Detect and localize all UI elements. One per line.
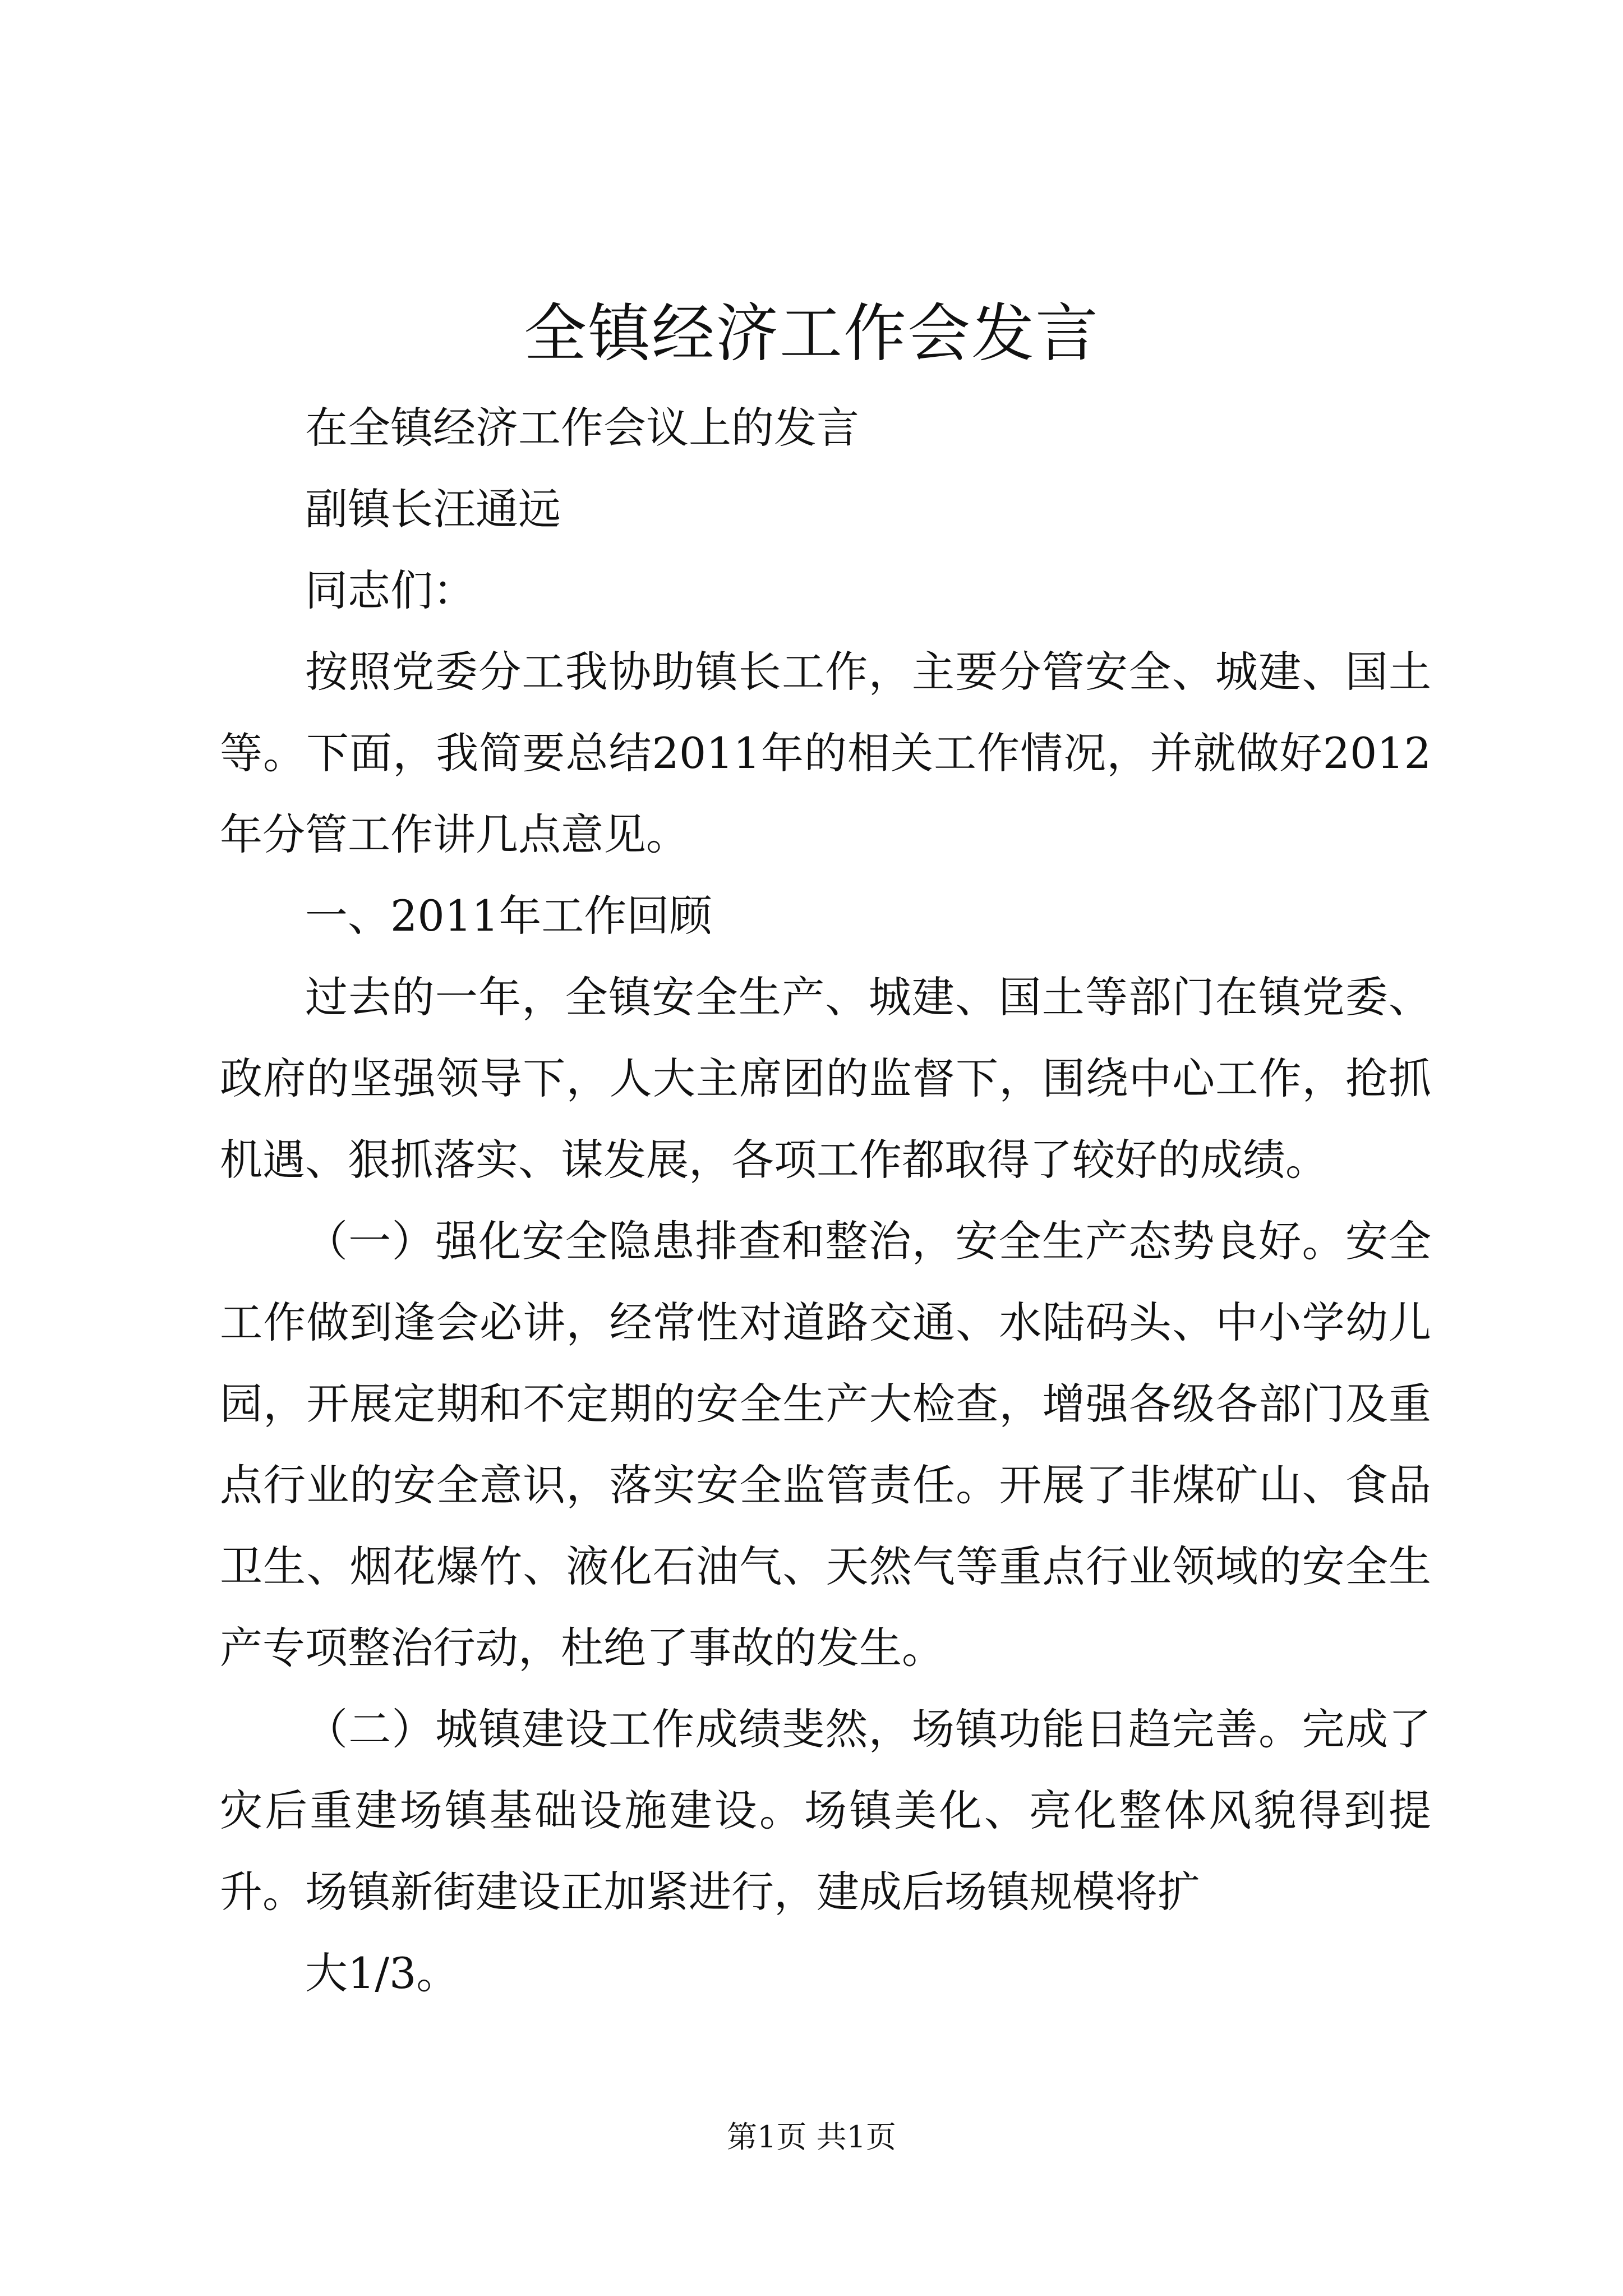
document-body — [220, 387, 1431, 2014]
paragraph-overview: 过去的一年，全镇安全生产、城建、国土等部门在镇党委、政府的坚强领导下，人大主席团的监督下，围绕中心工作，抢抓机遇、狠抓落实、谋发展，各项工作都取得了较好的成绩。 — [220, 972, 1431, 1185]
paragraph-subtitle: 在全镇经济工作会议上的发言 — [305, 403, 859, 453]
document-title: 全镇经济工作会发言 — [524, 297, 1099, 370]
paragraph-construction: （二）城镇建设工作成绩斐然，场镇功能日趋完善。完成了灾后重建场镇基础设施建设。场镇美化、亮化整体风貌得到提升。场镇新街建设正加紧进行，建成后场镇规模将扩 — [220, 1704, 1431, 1917]
paragraph-safety: （一）强化安全隐患排查和整治，安全生产态势良好。安全工作做到逢会必讲，经常性对道路交通、水陆码头、中小学幼儿园，开展定期和不定期的安全生产大检查，增强各级各部门及重点行业的安全意识，落实安全监管责任。开展了非煤矿山、食品卫生、烟花爆竹、液化石油气、天然气等重点行业领域的安全生产专项整治行动，杜绝了事故的发生。 — [220, 1216, 1431, 1673]
section-heading-review: 一、2011年工作回顾 — [305, 891, 712, 941]
paragraph-intro: 按照党委分工我协助镇长工作，主要分管安全、城建、国土等。下面，我简要总结2011年的相关工作情况，并就做好2012年分管工作讲几点意见。 — [220, 647, 1431, 859]
paragraph-speaker: 副镇长汪通远 — [305, 484, 561, 534]
page-footer: 第1页 共1页 — [727, 2119, 896, 2155]
paragraph-salutation: 同志们： — [305, 565, 476, 615]
paragraph-continuation: 大1/3。 — [305, 1948, 459, 1998]
